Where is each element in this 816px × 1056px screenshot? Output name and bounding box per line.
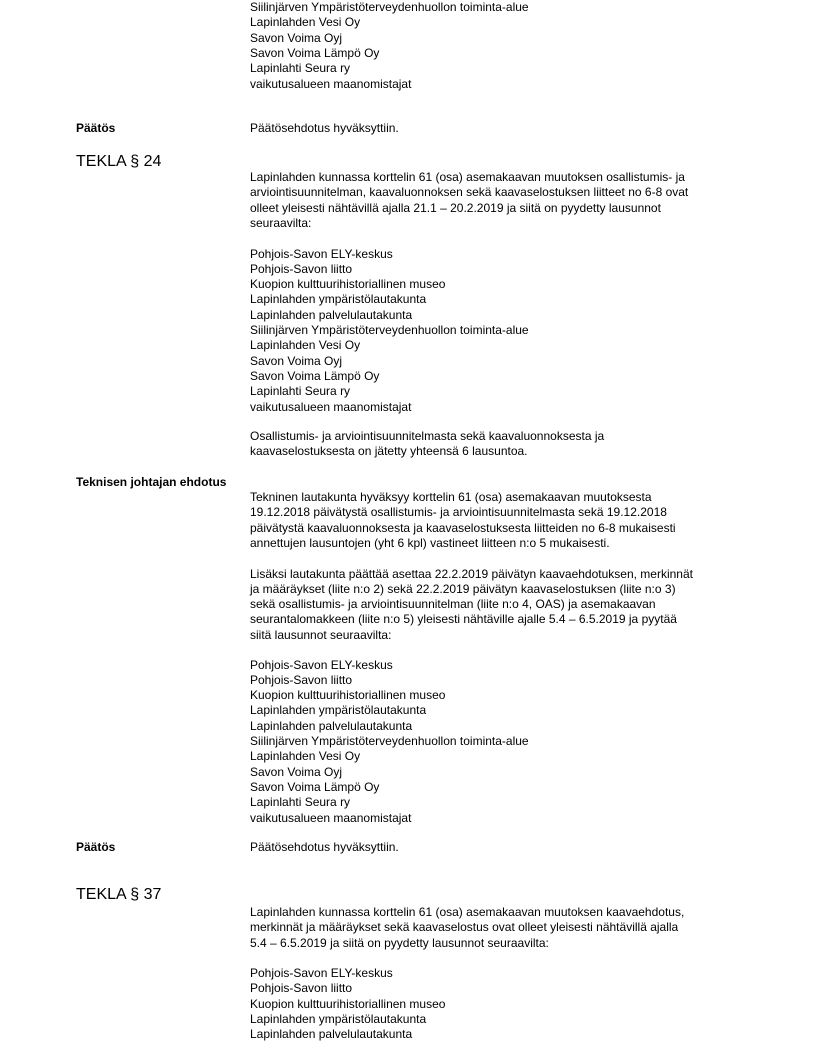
list-item: Pohjois-Savon liitto <box>250 981 353 996</box>
list-item: Pohjois-Savon liitto <box>250 261 353 276</box>
paragraph-line: seurantalomakkeen (liite n:o 5) yleisesti nähtäville ajalle 5.4 – 6.5.2019 ja pyytää <box>250 612 677 627</box>
decision-text: Päätösehdotus hyväksyttiin. <box>250 840 399 854</box>
list-item: Kuopion kulttuurihistoriallinen museo <box>250 277 446 292</box>
paragraph-line: Lapinlahden kunnassa korttelin 61 (osa) asemakaavan muutoksen kaavaehdotus, <box>250 905 685 919</box>
list-item: Lapinlahden palvelulautakunta <box>250 718 413 733</box>
paragraph-line: seuraavilta: <box>250 215 312 230</box>
list-item: Savon Voima Oyj <box>250 764 343 779</box>
paragraph-line: olleet yleisesti nähtävillä ajalla 21.1 – 20.2.2019 ja siitä on pyydetty lausunnot <box>250 200 661 215</box>
list-item: vaikutusalueen maanomistajat <box>250 810 412 825</box>
list-item: Savon Voima Lämpö Oy <box>250 779 380 794</box>
list-item: Lapinlahden ympäristölautakunta <box>250 703 427 718</box>
list-item: Pohjois-Savon ELY-keskus <box>250 246 393 261</box>
list-item: Siilinjärven Ympäristöterveydenhuollon toiminta-alue <box>250 323 529 337</box>
section-heading: TEKLA § 24 <box>76 153 162 170</box>
list-item: Lapinlahti Seura ry <box>250 61 351 76</box>
list-item: Kuopion kulttuurihistoriallinen museo <box>250 688 446 703</box>
decision-label: Päätös <box>76 121 116 135</box>
paragraph-line: päivätystä kaavaluonnoksesta ja kaavaselostuksesta liitteiden no 6-8 mukaisesti <box>250 520 676 535</box>
list-item: Lapinlahden Vesi Oy <box>250 749 361 764</box>
list-item: vaikutusalueen maanomistajat <box>250 399 412 414</box>
list-item: Savon Voima Oyj <box>250 353 343 368</box>
decision-text: Päätösehdotus hyväksyttiin. <box>250 121 399 135</box>
proposal-label: Teknisen johtajan ehdotus <box>76 475 227 489</box>
paragraph-line: siitä lausunnot seuraavilta: <box>250 627 392 642</box>
paragraph-line: kaavaselostuksesta on jätetty yhteensä 6 lausuntoa. <box>250 444 528 459</box>
list-item: Savon Voima Lämpö Oy <box>250 45 380 60</box>
list-item: Savon Voima Lämpö Oy <box>250 368 380 383</box>
list-item: Lapinlahden Vesi Oy <box>250 338 361 353</box>
list-item: Pohjois-Savon ELY-keskus <box>250 657 393 672</box>
paragraph-line: arviointisuunnitelman, kaavaluonnoksen sekä kaavaselostuksen liitteet no 6-8 ovat <box>250 185 689 200</box>
list-item: vaikutusalueen maanomistajat <box>250 76 412 91</box>
list-item: Kuopion kulttuurihistoriallinen museo <box>250 996 446 1011</box>
list-item: Siilinjärven Ympäristöterveydenhuollon toiminta-alue <box>250 734 529 748</box>
list-item: Lapinlahden palvelulautakunta <box>250 1027 413 1042</box>
list-item: Lapinlahti Seura ry <box>250 795 351 810</box>
list-item: Pohjois-Savon ELY-keskus <box>250 966 393 980</box>
paragraph-line: 5.4 – 6.5.2019 ja siitä on pyydetty lausunnot seuraavilta: <box>250 935 549 950</box>
list-item: Pohjois-Savon liitto <box>250 672 353 687</box>
paragraph-line: Osallistumis- ja arviointisuunnitelmasta sekä kaavaluonnoksesta ja <box>250 429 605 443</box>
list-item: Savon Voima Oyj <box>250 30 343 45</box>
paragraph-line: sekä osallistumis- ja arviointisuunnitelman (liite n:o 4, OAS) ja asemakaavan <box>250 597 656 612</box>
paragraph-line: ja määräykset (liite n:o 2) sekä 22.2.2019 päivätyn kaavaselostuksen (liite n:o 3) <box>250 581 676 596</box>
list-item: Lapinlahden ympäristölautakunta <box>250 292 427 307</box>
list-item: Lapinlahden palvelulautakunta <box>250 307 413 322</box>
paragraph-line: Lisäksi lautakunta päättää asettaa 22.2.2019 päivätyn kaavaehdotuksen, merkinnät <box>250 566 693 581</box>
decision-label: Päätös <box>76 840 116 854</box>
list-item: Lapinlahden ympäristölautakunta <box>250 1011 427 1026</box>
paragraph-line: 19.12.2018 päivätystä osallistumis- ja arviointisuunnitelmasta sekä 19.12.2018 <box>250 505 667 520</box>
paragraph-line: annettujen lausuntojen (yht 6 kpl) vastineet liitteen n:o 5 mukaisesti. <box>250 535 610 550</box>
paragraph-line: merkinnät ja määräykset sekä kaavaselostus ovat olleet yleisesti nähtävillä ajalla <box>250 920 679 935</box>
paragraph-line: Lapinlahden kunnassa korttelin 61 (osa) asemakaavan muutoksen osallistumis- ja <box>250 170 685 184</box>
list-item: Lapinlahti Seura ry <box>250 384 351 399</box>
list-item: Siilinjärven Ympäristöterveydenhuollon toiminta-alue <box>250 0 529 14</box>
paragraph-line: Tekninen lautakunta hyväksyy korttelin 61 (osa) asemakaavan muutoksesta <box>250 490 652 504</box>
list-item: Lapinlahden Vesi Oy <box>250 15 361 30</box>
section-heading: TEKLA § 37 <box>76 886 162 903</box>
